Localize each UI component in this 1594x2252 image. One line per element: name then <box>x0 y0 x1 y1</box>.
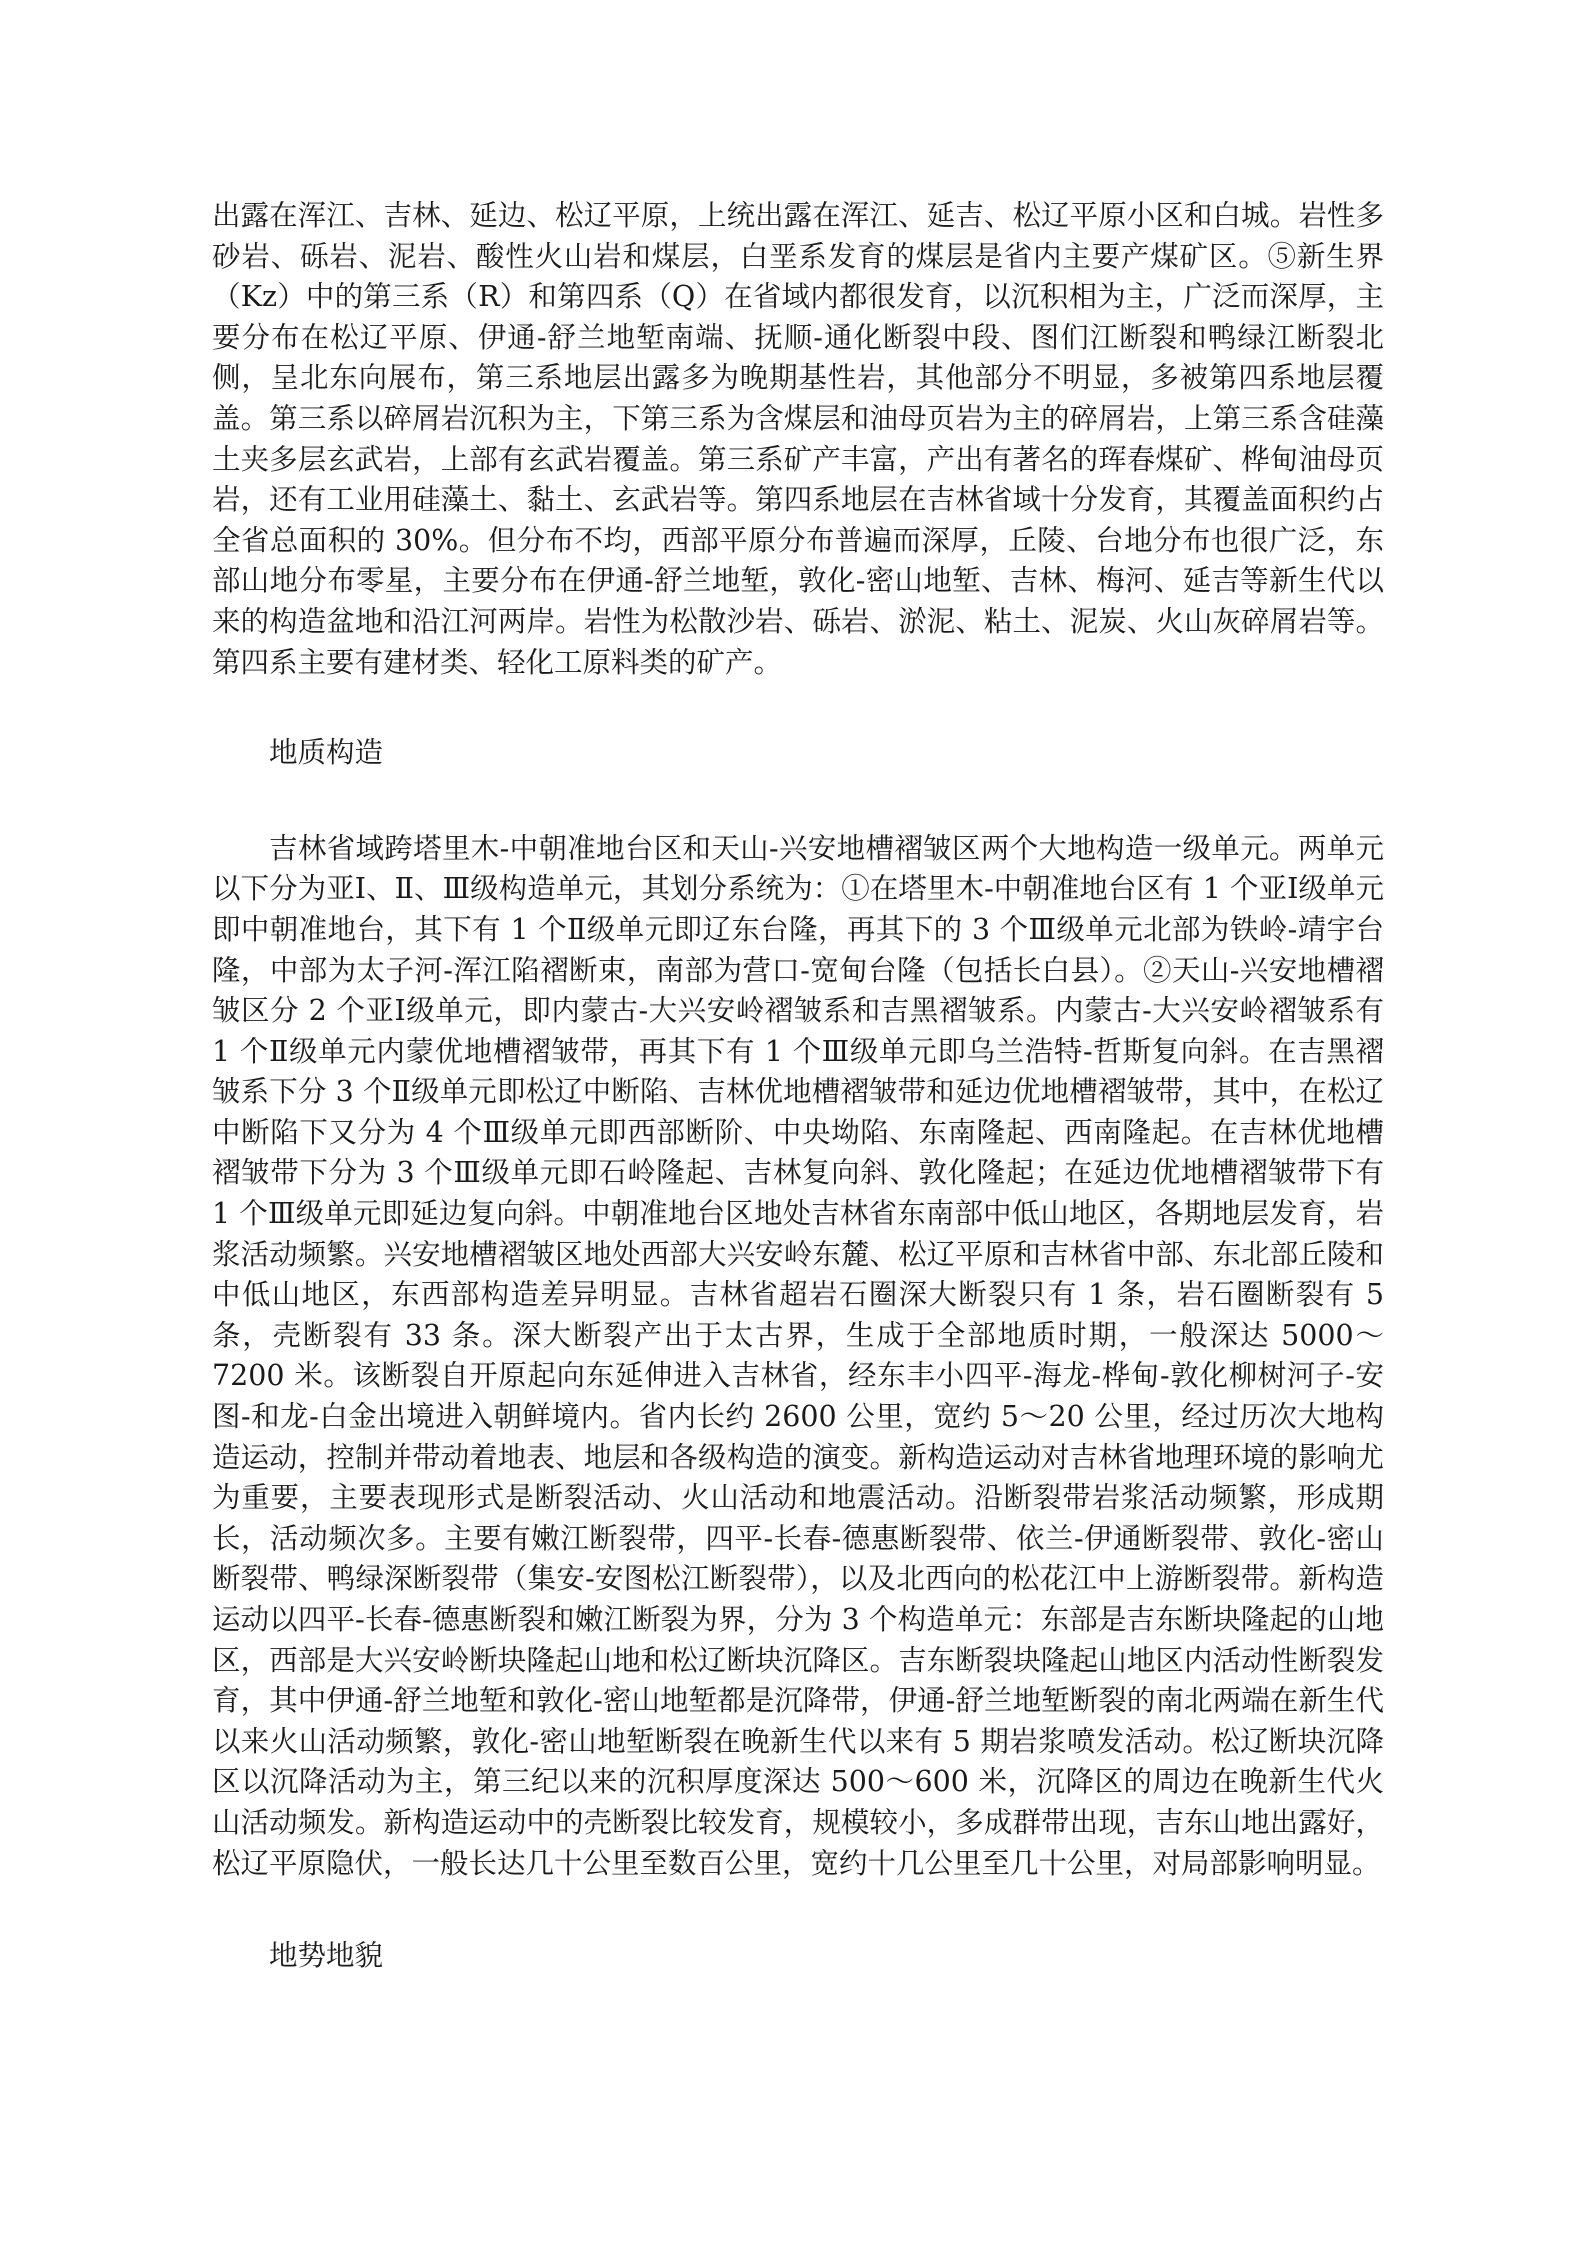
section-heading-terrain: 地势地貌 <box>269 1939 384 1973</box>
paragraph-spacer <box>212 683 1384 733</box>
section-heading-geology: 地质构造 <box>269 736 384 770</box>
paragraph-spacer <box>212 774 1384 829</box>
paragraph-geology: 吉林省域跨塔里木-中朝准地台区和天山-兴安地槽褶皱区两个大地构造一级单元。两单元以下分为亚Ⅰ、Ⅱ、Ⅲ级构造单元，其划分系统为：①在塔里木-中朝准地台区有 1 个亚Ⅰ级单元即中朝准地台，其下有 1 个Ⅱ级单元即辽东台隆，再其下的 3 个Ⅲ级单元北部为铁岭-靖宇台隆，中部为太子河-浑江陷褶断束，南部为营口-宽甸台隆（包括长白县）。②天山-兴安地槽褶皱区分 2 个亚Ⅰ级单元，即内蒙古-大兴安岭褶皱系和吉黑褶皱系。内蒙古-大兴安岭褶皱系有 1 个Ⅱ级单元内蒙优地槽褶皱带，再其下有 1 个Ⅲ级单元即乌兰浩特-哲斯复向斜。在吉黑褶皱系下分 3 个Ⅱ级单元即松辽中断陷、吉林优地槽褶皱带和延边优地槽褶皱带，其中，在松辽中断陷下又分为 4 个Ⅲ级单元即西部断阶、中央坳陷、东南隆起、西南隆起。在吉林优地槽褶皱带下分为 3 个Ⅲ级单元即石岭隆起、吉林复向斜、敦化隆起；在延边优地槽褶皱带下有 1 个Ⅲ级单元即延边复向斜。中朝准地台区地处吉林省东南部中低山地区，各期地层发育，岩浆活动频繁。兴安地槽褶皱区地处西部大兴安岭东麓、松辽平原和吉林省中部、东北部丘陵和中低山地区，东西部构造差异明显。吉林省超岩石圈深大断裂只有 1 条，岩石圈断裂有 5 条，壳断裂有 33 条。深大断裂产出于太古界，生成于全部地质时期，一般深达 5000～7200 米。该断裂自开原起向东延伸进入吉林省，经东丰小四平-海龙-桦甸-敦化柳树河子-安图-和龙-白金出境进入朝鲜境内。省内长约 2600 公里，宽约 5～20 公里，经过历次大地构造运动，控制并带动着地表、地层和各级构造的演变。新构造运动对吉林省地理环境的影响尤为重要，主要表现形式是断裂活动、火山活动和地震活动。沿断裂带岩浆活动频繁，形成期长，活动频次多。主要有嫩江断裂带，四平-长春-德惠断裂带、依兰-伊通断裂带、敦化-密山断裂带、鸭绿深断裂带（集安-安图松江断裂带），以及北西向的松花江中上游断裂带。新构造运动以四平-长春-德惠断裂和嫩江断裂为界，分为 3 个构造单元：东部是吉东断块隆起的山地区，西部是大兴安岭断块隆起山地和松辽断块沉降区。吉东断裂块隆起山地区内活动性断裂发育，其中伊通-舒兰地堑和敦化-密山地堑都是沉降带，伊通-舒兰地堑断裂的南北两端在新生代以来火山活动频繁，敦化-密山地堑断裂在晚新生代以来有 5 期岩浆喷发活动。松辽断块沉降区以沉降活动为主，第三纪以来的沉积厚度深达 500～600 米，沉降区的周边在晚新生代火山活动频发。新构造运动中的壳断裂比较发育，规模较小，多成群带出现，吉东山地出露好，松辽平原隐伏，一般长达几十公里至数百公里，宽约十几公里至几十公里，对局部影响明显。 <box>212 831 1384 1880</box>
paragraph-spacer <box>212 1884 1384 1936</box>
document-page <box>212 196 1384 1977</box>
paragraph-strata-continuation: 出露在浑江、吉林、延边、松辽平原，上统出露在浑江、延吉、松辽平原小区和白城。岩性多砂岩、砾岩、泥岩、酸性火山岩和煤层，白垩系发育的煤层是省内主要产煤矿区。⑤新生界（Kz）中的第三系（R）和第四系（Q）在省域内都很发育，以沉积相为主，广泛而深厚，主要分布在松辽平原、伊通-舒兰地堑南端、抚顺-通化断裂中段、图们江断裂和鸭绿江断裂北侧，呈北东向展布，第三系地层出露多为晚期基性岩，其他部分不明显，多被第四系地层覆盖。第三系以碎屑岩沉积为主，下第三系为含煤层和油母页岩为主的碎屑岩，上第三系含硅藻土夹多层玄武岩，上部有玄武岩覆盖。第三系矿产丰富，产出有著名的珲春煤矿、桦甸油母页岩，还有工业用硅藻土、黏土、玄武岩等。第四系地层在吉林省域十分发育，其覆盖面积约占全省总面积的 30%。但分布不均，西部平原分布普遍而深厚，丘陵、台地分布也很广泛，东部山地分布零星，主要分布在伊通-舒兰地堑，敦化-密山地堑、吉林、梅河、延吉等新生代以来的构造盆地和沿江河两岸。岩性为松散沙岩、砾岩、淤泥、粘土、泥炭、火山灰碎屑岩等。第四系主要有建材类、轻化工原料类的矿产。 <box>212 199 1384 679</box>
